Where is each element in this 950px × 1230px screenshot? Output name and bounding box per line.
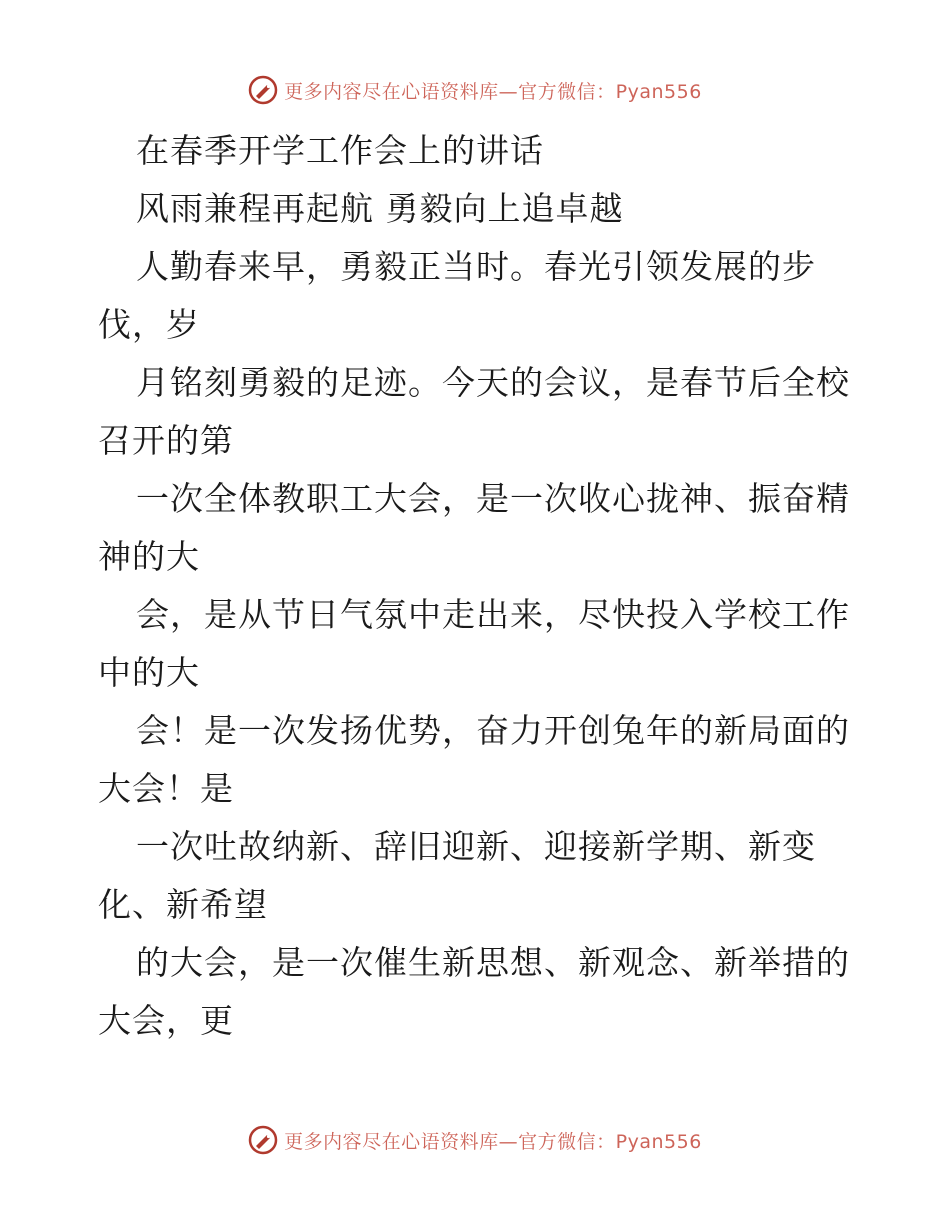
document-title: 在春季开学工作会上的讲话 (136, 131, 544, 170)
header-banner (0, 70, 950, 110)
paragraph-line: 化、新希望 (98, 885, 268, 924)
paragraph-line: 一次全体教职工大会，是一次收心拢神、振奋精 (136, 479, 850, 518)
paragraph-line: 大会，更 (98, 1001, 234, 1040)
paragraph-line: 一次吐故纳新、辞旧迎新、迎接新学期、新变 (136, 827, 816, 866)
paragraph-line: 会，是从节日气氛中走出来，尽快投入学校工作 (136, 595, 850, 634)
pen-nib-icon (248, 1125, 278, 1155)
paragraph-line: 伐，岁 (98, 305, 200, 344)
paragraph-line: 中的大 (98, 653, 200, 692)
document-body (98, 122, 858, 1050)
paragraph-line: 大会！是 (98, 769, 234, 808)
pen-nib-icon (248, 75, 278, 105)
paragraph-line: 月铭刻勇毅的足迹。今天的会议，是春节后全校 (136, 363, 850, 402)
paragraph-line: 的大会，是一次催生新思想、新观念、新举措的 (136, 943, 850, 982)
banner-text: 更多内容尽在心语资料库—官方微信：Pyan556 (284, 1130, 702, 1153)
paragraph-line: 人勤春来早，勇毅正当时。春光引领发展的步 (136, 247, 816, 286)
document-subtitle: 风雨兼程再起航 勇毅向上追卓越 (136, 189, 624, 228)
banner-text: 更多内容尽在心语资料库—官方微信：Pyan556 (284, 80, 702, 103)
paragraph-line: 神的大 (98, 537, 200, 576)
footer-banner (0, 1120, 950, 1160)
paragraph-line: 会！是一次发扬优势，奋力开创兔年的新局面的 (136, 711, 850, 750)
paragraph-line: 召开的第 (98, 421, 234, 460)
